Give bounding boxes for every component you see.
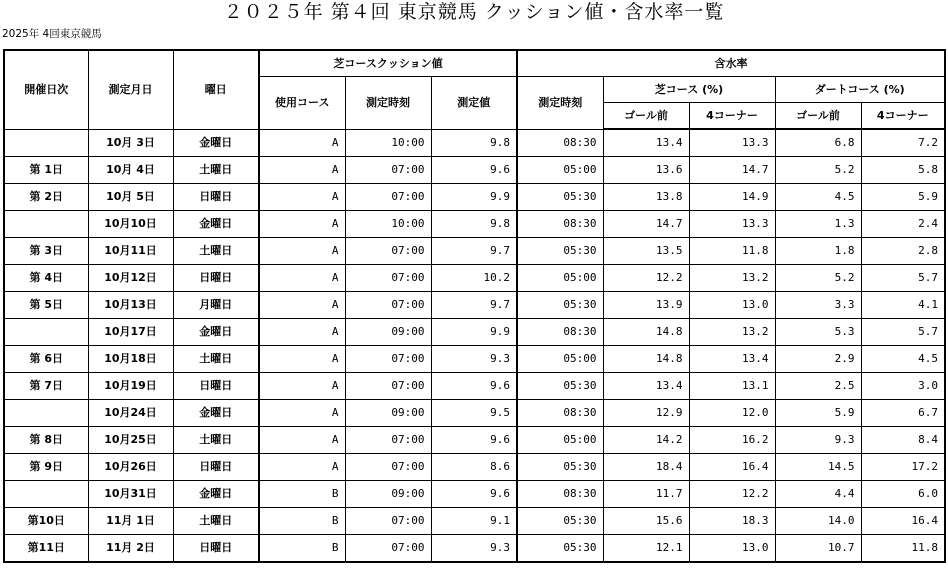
- cell-cushion-value: 9.7: [431, 292, 517, 319]
- cell-dirt-4corner: 8.4: [861, 427, 945, 454]
- cell-moisture-time: 05:00: [517, 157, 603, 184]
- cell-dirt-4corner: 17.2: [861, 454, 945, 481]
- cell-cushion-value: 9.8: [431, 211, 517, 238]
- cell-course: A: [259, 184, 345, 211]
- cell-dirt-goal: 5.9: [775, 400, 861, 427]
- cell-course: A: [259, 292, 345, 319]
- cell-moisture-time: 05:30: [517, 535, 603, 563]
- cell-turf-4corner: 14.9: [689, 184, 775, 211]
- header-moisture-group: 含水率: [517, 50, 945, 77]
- header-dirt-group: ダートコース (%): [775, 77, 945, 103]
- cell-dirt-goal: 14.0: [775, 508, 861, 535]
- cell-dirt-4corner: 3.0: [861, 373, 945, 400]
- cell-cushion-value: 10.2: [431, 265, 517, 292]
- cell-cushion-value: 9.9: [431, 184, 517, 211]
- cell-dirt-goal: 5.3: [775, 319, 861, 346]
- table-row: [4, 508, 945, 535]
- header-cushion-group: 芝コースクッション値: [259, 50, 517, 77]
- cell-dirt-goal: 2.9: [775, 346, 861, 373]
- cell-time: 07:00: [345, 157, 431, 184]
- cell-moisture-time: 05:30: [517, 238, 603, 265]
- cell-dirt-goal: 4.5: [775, 184, 861, 211]
- header-course: 使用コース: [259, 77, 345, 130]
- cell-time: 09:00: [345, 319, 431, 346]
- cell-day: 第 9日: [4, 454, 88, 481]
- cell-time: 07:00: [345, 373, 431, 400]
- cell-weekday: 金曜日: [173, 400, 259, 427]
- cell-cushion-value: 9.5: [431, 400, 517, 427]
- cell-turf-4corner: 12.0: [689, 400, 775, 427]
- cell-cushion-value: 9.8: [431, 129, 517, 157]
- cell-turf-4corner: 13.0: [689, 292, 775, 319]
- cell-course: A: [259, 373, 345, 400]
- cell-turf-goal: 11.7: [603, 481, 689, 508]
- table-row: [4, 346, 945, 373]
- cell-time: 07:00: [345, 238, 431, 265]
- cell-cushion-value: 8.6: [431, 454, 517, 481]
- cell-course: A: [259, 238, 345, 265]
- cell-time: 07:00: [345, 292, 431, 319]
- cell-turf-4corner: 12.2: [689, 481, 775, 508]
- cell-weekday: 月曜日: [173, 292, 259, 319]
- cell-weekday: 日曜日: [173, 373, 259, 400]
- header-turf-group: 芝コース (%): [603, 77, 775, 103]
- cell-day: [4, 481, 88, 508]
- cell-dirt-4corner: 5.9: [861, 184, 945, 211]
- cell-dirt-goal: 1.3: [775, 211, 861, 238]
- table-row: [4, 481, 945, 508]
- header-time: 測定時刻: [345, 77, 431, 130]
- cell-turf-goal: 14.8: [603, 346, 689, 373]
- cell-time: 07:00: [345, 535, 431, 563]
- cell-dirt-goal: 6.8: [775, 129, 861, 157]
- cell-cushion-value: 9.9: [431, 319, 517, 346]
- cell-turf-goal: 13.9: [603, 292, 689, 319]
- cell-date: 10月12日: [88, 265, 173, 292]
- cell-day: [4, 400, 88, 427]
- cell-turf-4corner: 11.8: [689, 238, 775, 265]
- table-row: [4, 427, 945, 454]
- cell-weekday: 土曜日: [173, 157, 259, 184]
- cell-turf-4corner: 13.3: [689, 129, 775, 157]
- cell-dirt-4corner: 4.5: [861, 346, 945, 373]
- cell-date: 10月13日: [88, 292, 173, 319]
- cell-moisture-time: 08:30: [517, 319, 603, 346]
- cell-day: 第 2日: [4, 184, 88, 211]
- cell-cushion-value: 9.6: [431, 427, 517, 454]
- cell-weekday: 土曜日: [173, 238, 259, 265]
- cell-moisture-time: 08:30: [517, 481, 603, 508]
- cell-moisture-time: 05:30: [517, 292, 603, 319]
- page-title: ２０２５年 第４回 東京競馬 クッション値・含水率一覧: [223, 1, 725, 23]
- cell-day: [4, 129, 88, 157]
- header-moisture-time: 測定時刻: [517, 77, 603, 130]
- cell-dirt-4corner: 7.2: [861, 129, 945, 157]
- cell-time: 10:00: [345, 129, 431, 157]
- header-weekday: 曜日: [173, 50, 259, 129]
- cell-date: 10月 4日: [88, 157, 173, 184]
- cell-date: 10月24日: [88, 400, 173, 427]
- cell-day: [4, 211, 88, 238]
- cell-cushion-value: 9.6: [431, 481, 517, 508]
- header-dirt-4corner: 4コーナー: [861, 103, 945, 130]
- cell-moisture-time: 05:30: [517, 184, 603, 211]
- cell-moisture-time: 08:30: [517, 400, 603, 427]
- cell-dirt-goal: 3.3: [775, 292, 861, 319]
- cell-turf-4corner: 13.4: [689, 346, 775, 373]
- cell-weekday: 金曜日: [173, 319, 259, 346]
- table-row: [4, 129, 945, 157]
- cell-turf-goal: 13.6: [603, 157, 689, 184]
- cell-turf-4corner: 16.2: [689, 427, 775, 454]
- cell-time: 07:00: [345, 454, 431, 481]
- cell-time: 07:00: [345, 346, 431, 373]
- cell-dirt-4corner: 6.7: [861, 400, 945, 427]
- header-value: 測定値: [431, 77, 517, 130]
- cell-course: A: [259, 265, 345, 292]
- cell-day: 第10日: [4, 508, 88, 535]
- cell-course: A: [259, 346, 345, 373]
- cell-course: B: [259, 535, 345, 563]
- cell-dirt-goal: 5.2: [775, 157, 861, 184]
- cell-turf-4corner: 14.7: [689, 157, 775, 184]
- table-row: [4, 265, 945, 292]
- cell-date: 10月18日: [88, 346, 173, 373]
- cell-turf-goal: 13.5: [603, 238, 689, 265]
- cell-dirt-goal: 5.2: [775, 265, 861, 292]
- cell-date: 10月26日: [88, 454, 173, 481]
- table-row: [4, 454, 945, 481]
- cell-date: 10月25日: [88, 427, 173, 454]
- cell-dirt-4corner: 2.8: [861, 238, 945, 265]
- cell-dirt-4corner: 11.8: [861, 535, 945, 563]
- cell-dirt-goal: 9.3: [775, 427, 861, 454]
- cell-time: 07:00: [345, 184, 431, 211]
- cell-cushion-value: 9.3: [431, 346, 517, 373]
- table-row: [4, 292, 945, 319]
- cell-turf-goal: 15.6: [603, 508, 689, 535]
- cell-weekday: 土曜日: [173, 427, 259, 454]
- cell-dirt-4corner: 5.7: [861, 265, 945, 292]
- cell-weekday: 土曜日: [173, 508, 259, 535]
- header-turf-4corner: 4コーナー: [689, 103, 775, 130]
- cell-course: A: [259, 129, 345, 157]
- cell-turf-goal: 14.2: [603, 427, 689, 454]
- cell-day: 第 3日: [4, 238, 88, 265]
- table-row: [4, 238, 945, 265]
- cell-dirt-4corner: 4.1: [861, 292, 945, 319]
- cell-day: 第 5日: [4, 292, 88, 319]
- cell-turf-goal: 12.2: [603, 265, 689, 292]
- header-turf-goal: ゴール前: [603, 103, 689, 130]
- cell-moisture-time: 05:30: [517, 373, 603, 400]
- cell-moisture-time: 08:30: [517, 211, 603, 238]
- cell-time: 07:00: [345, 508, 431, 535]
- cell-turf-4corner: 18.3: [689, 508, 775, 535]
- cell-dirt-4corner: 2.4: [861, 211, 945, 238]
- cell-moisture-time: 05:00: [517, 346, 603, 373]
- cell-time: 09:00: [345, 400, 431, 427]
- cell-date: 10月 5日: [88, 184, 173, 211]
- cell-time: 10:00: [345, 211, 431, 238]
- cell-dirt-4corner: 5.7: [861, 319, 945, 346]
- header-day: 開催日次: [4, 50, 88, 129]
- cell-dirt-4corner: 6.0: [861, 481, 945, 508]
- cell-turf-4corner: 16.4: [689, 454, 775, 481]
- cell-weekday: 金曜日: [173, 481, 259, 508]
- table-row: [4, 319, 945, 346]
- cell-turf-4corner: 13.2: [689, 265, 775, 292]
- cell-dirt-goal: 1.8: [775, 238, 861, 265]
- cell-dirt-goal: 2.5: [775, 373, 861, 400]
- cell-turf-goal: 14.7: [603, 211, 689, 238]
- cell-turf-4corner: 13.3: [689, 211, 775, 238]
- cell-weekday: 土曜日: [173, 346, 259, 373]
- cell-turf-goal: 13.4: [603, 373, 689, 400]
- cell-cushion-value: 9.1: [431, 508, 517, 535]
- cell-dirt-goal: 10.7: [775, 535, 861, 563]
- cushion-moisture-table: [3, 49, 946, 563]
- cell-course: A: [259, 211, 345, 238]
- header-date: 測定月日: [88, 50, 173, 129]
- cell-weekday: 日曜日: [173, 184, 259, 211]
- cell-course: A: [259, 400, 345, 427]
- cell-date: 11月 2日: [88, 535, 173, 563]
- cell-weekday: 日曜日: [173, 535, 259, 563]
- table-row: [4, 211, 945, 238]
- cell-course: A: [259, 427, 345, 454]
- cell-day: 第 8日: [4, 427, 88, 454]
- cell-moisture-time: 05:00: [517, 265, 603, 292]
- cell-moisture-time: 05:30: [517, 508, 603, 535]
- cell-date: 10月11日: [88, 238, 173, 265]
- cell-weekday: 金曜日: [173, 211, 259, 238]
- table-row: [4, 535, 945, 563]
- cell-course: B: [259, 508, 345, 535]
- cell-turf-goal: 18.4: [603, 454, 689, 481]
- cell-moisture-time: 05:30: [517, 454, 603, 481]
- cell-turf-4corner: 13.0: [689, 535, 775, 563]
- cell-cushion-value: 9.7: [431, 238, 517, 265]
- table-row: [4, 184, 945, 211]
- cell-turf-4corner: 13.2: [689, 319, 775, 346]
- cell-cushion-value: 9.6: [431, 373, 517, 400]
- cell-day: 第 4日: [4, 265, 88, 292]
- cell-date: 11月 1日: [88, 508, 173, 535]
- cell-date: 10月17日: [88, 319, 173, 346]
- cell-day: 第11日: [4, 535, 88, 563]
- cell-course: A: [259, 157, 345, 184]
- cell-turf-goal: 12.1: [603, 535, 689, 563]
- cell-course: B: [259, 481, 345, 508]
- cell-moisture-time: 08:30: [517, 129, 603, 157]
- cell-date: 10月 3日: [88, 129, 173, 157]
- table-row: [4, 373, 945, 400]
- cell-weekday: 日曜日: [173, 454, 259, 481]
- table-body: [4, 129, 945, 562]
- cell-day: 第 6日: [4, 346, 88, 373]
- cell-turf-goal: 12.9: [603, 400, 689, 427]
- cell-day: 第 1日: [4, 157, 88, 184]
- cell-date: 10月19日: [88, 373, 173, 400]
- cell-dirt-4corner: 16.4: [861, 508, 945, 535]
- table-row: [4, 157, 945, 184]
- cell-turf-goal: 13.4: [603, 129, 689, 157]
- cell-date: 10月31日: [88, 481, 173, 508]
- cell-time: 07:00: [345, 427, 431, 454]
- header-dirt-goal: ゴール前: [775, 103, 861, 130]
- cell-weekday: 日曜日: [173, 265, 259, 292]
- cell-cushion-value: 9.6: [431, 157, 517, 184]
- cell-course: A: [259, 319, 345, 346]
- cell-course: A: [259, 454, 345, 481]
- cell-day: [4, 319, 88, 346]
- cell-dirt-goal: 14.5: [775, 454, 861, 481]
- cell-dirt-goal: 4.4: [775, 481, 861, 508]
- cell-time: 09:00: [345, 481, 431, 508]
- cell-day: 第 7日: [4, 373, 88, 400]
- cell-time: 07:00: [345, 265, 431, 292]
- cell-turf-goal: 14.8: [603, 319, 689, 346]
- cell-dirt-4corner: 5.8: [861, 157, 945, 184]
- cell-weekday: 金曜日: [173, 129, 259, 157]
- page-subtitle: 2025年 4回東京競馬: [2, 28, 102, 40]
- cell-moisture-time: 05:00: [517, 427, 603, 454]
- cell-turf-goal: 13.8: [603, 184, 689, 211]
- cell-turf-4corner: 13.1: [689, 373, 775, 400]
- cell-date: 10月10日: [88, 211, 173, 238]
- table-row: [4, 400, 945, 427]
- cell-cushion-value: 9.3: [431, 535, 517, 563]
